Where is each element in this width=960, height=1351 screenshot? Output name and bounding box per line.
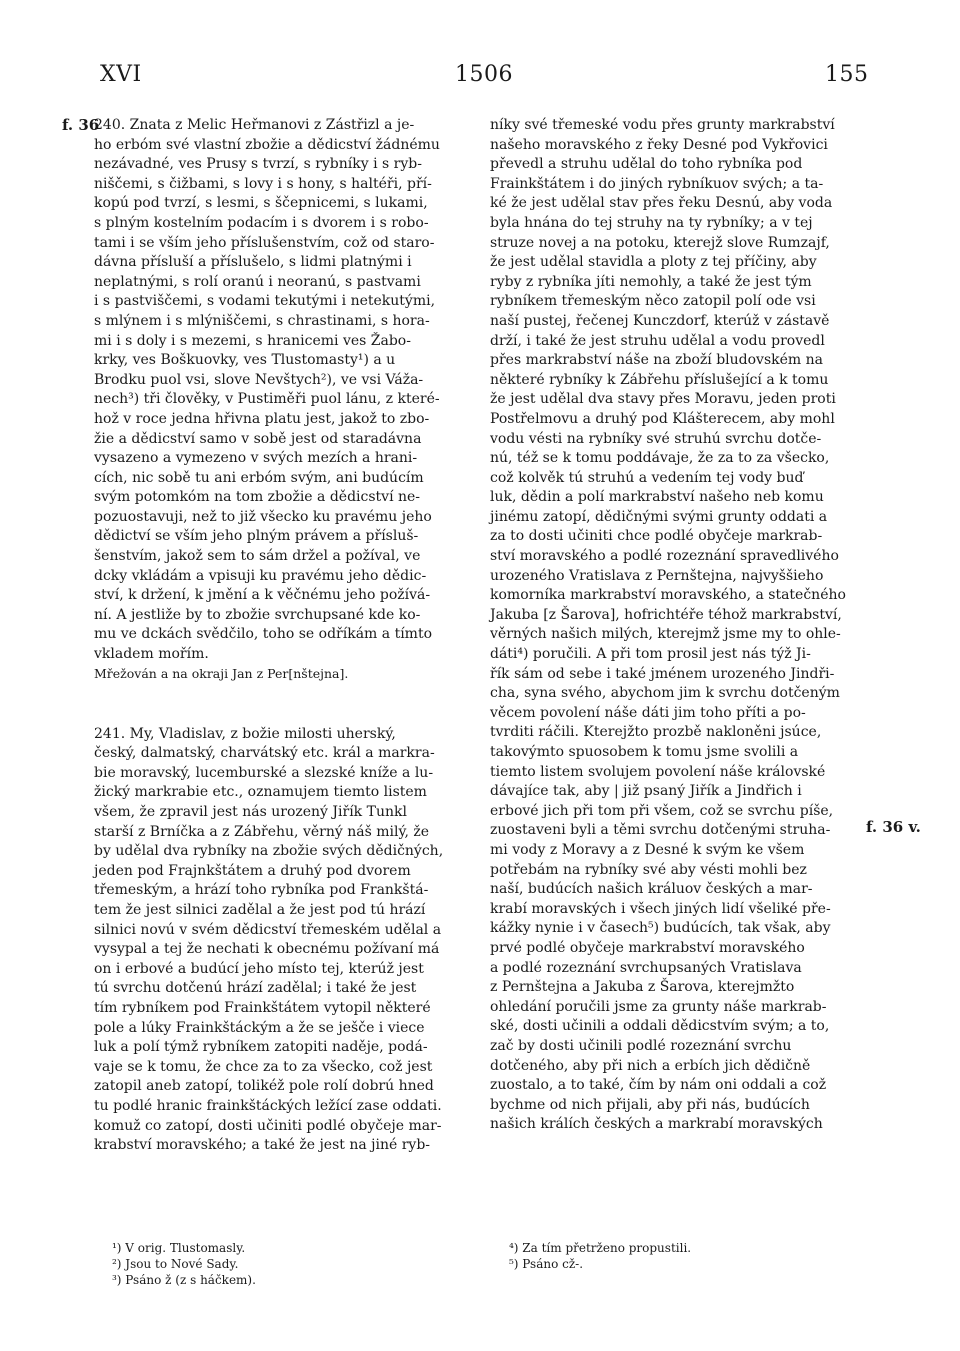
running-head-year: 1506 bbox=[455, 62, 513, 87]
running-head-chapter: XVI bbox=[100, 62, 142, 87]
footnotes-left bbox=[112, 1240, 256, 1288]
folio-mark-right: f. 36 v. bbox=[866, 818, 921, 836]
right-column bbox=[490, 116, 862, 1135]
footnote-3: ³) Psáno ž (z s háčkem). bbox=[112, 1273, 256, 1287]
right-column-text: níky své třemeské vodu přes grunty markrabství našeho moravského z řeky Desné pod Vykřovici převedl a struhu udělal do toho rybníka pod Frainkštátem i do jiných rybníkuov svých; a ta- ké že jest udělal stav přes řeku Desnú, aby voda byla hnána do tej struhy na ty rybníky; a v tej struze novej a na potoku, kterejž slove Rumzajf, že jest udělal stavidla a ploty z tej příčiny, aby ryby z rybníka jíti nemohly, a také že jest tým rybníkem třemeským něco zatopil polí ode vsi naší pustej, řečenej Kunczdorf, kterúž v zástavě drží, i také že jest struhu udělal a vodu provedl přes markrabství náše na zboží bludovském na některé rybníky k Zábřehu příslušející a k tomu že jest udělal dva stavy přes Moravu, jeden proti Postřelmovu a druhý pod Klášterecem, aby mohl vodu vésti na rybníky své struhú svrchu dotče- nú, též se k tomu poddávaje, že za to za všecko, což kolvěk tú struhú a vedením tej vody buď luk, dědin a polí markrabství našeho neb komu jinému zatopí, dědičnými svými grunty oddati a za to dosti učiniti chce podlé obyčeje markrab- ství moravského a podlé rozeznání spravedlivého urozeného Vratislava z Pernštejna, najvyššieho komorníka markrabství moravského, a statečného Jakuba [z Šarova], hofrichtéře téhož markrabství, věrných našich milých, kterejmž jsme my to ohle- dáti⁴) poručili. A při tom prosil jest nás týž Ji- řík sám od sebe i také jménem urozeného Jindři- cha, syna svého, abychom jim k svrchu dotčeným věcem povolení náše dáti jim toho příti a po- tvrditi ráčili. Kterejžto prozbě nakloněni jsúce, takovýmto spuosobem k tomu jsme svolili a tiemto listem svolujem povolení náše královské dávajíce tak, aby | již psaný Jiřík a Jindřich i erbové jich při tom při všem, což se svrchu píše, zuostaveni byli a těmi svrchu dotčenými struha- mi vody z Moravy a z Desné k svým ke všem potřebám na rybníky své aby vésti mohli bez naší, budúcích našich králuov českých a mar- krabí moravských i všech jiných lidí všeliké pře- kážky nynie i v časech⁵) budúcích, tak však, aby prvé podlé obyčeje markrabství moravského a podlé rozeznání svrchupsaných Vratislava z Pernštejna a Jakuba z Šarova, kterejmžto ohledání poručili jsme za grunty náše markrab- ské, dosti učinili a oddali dědicstvím svým; a to, zač by dosti učinili podlé rozeznání svrchu dotčeného, aby při nich a erbích jich dědičně zuostalo, a to také, čím by nám oni oddali a což bychme od nich přijali, aby při nás, budúcích našich králích českých a markrabí moravských bbox=[490, 117, 846, 1133]
footnote-1: ¹) V orig. Tlustomasly. bbox=[112, 1241, 246, 1255]
marginal-note: Mřežován a na okraji Jan z Per[nštejna]. bbox=[94, 665, 349, 681]
footnotes-right bbox=[509, 1240, 691, 1272]
footnote-5: ⁵) Psáno cž-. bbox=[509, 1257, 584, 1271]
footnote-4: ⁴) Za tím přetrženo propustili. bbox=[509, 1241, 692, 1255]
entry-241-text: 241. My, Vladislav, z božie milosti uherský, český, dalmatský, charvátský etc. král a markra- bie moravský, lucemburské a slezské kníže a lu- žický markrabie etc., oznamujem tiemto listem všem, že zpravil jest nás urozený Jiřík Tunkl starší z Brníčka a z Zábřehu, věrný náš milý, že by udělal dva rybníky na zbožie svých dědičných, jeden pod Frajnkštátem a druhý pod dvorem třemeským, a hrází toho rybníka pod Frankštá- tem že jest silnici zadělal a že jest pod tú hrází silnici novú v svém dědicství třemeském udělal a vysypal a tej že nechati k obecnému požívaní má on i erbové a budúcí jeho místo tej, kterúž jest tú svrchu dotčenú hrází zadělal; i také že jest tím rybníkem pod Frainkštátem vytopil některé pole a lúky Frainkštáckým a že se ješče i viece luk a polí týmž rybníkem zatopiti naděje, podá- vaje se k tomu, že chce za to za všecko, což jest zatopil aneb zatopí, tolikéž pole rolí dobrú hned tu podlé hranic frainkštáckých ležící zase oddati. komuž co zatopí, dosti učiniti podlé obyčeje mar- krabství moravského; a také že jest na jiné ryb- bbox=[94, 725, 444, 1154]
page-number: 155 bbox=[825, 62, 869, 87]
folio-mark-left: f. 36 bbox=[62, 116, 100, 134]
footnote-2: ²) Jsou to Nové Sady. bbox=[112, 1257, 239, 1271]
left-column bbox=[94, 116, 466, 1156]
entry-240-text: 240. Znata z Melic Heřmanovi z Zástřizl a je- ho erbóm své vlastní zbožie a dědicství žádnému nezávadné, ves Prusy s tvrzí, s rybníky i s ryb- niščemi, s čižbami, s lovy i s hony, s haltéři, pří- kopú pod tvrzí, s lesmi, s ščepnicemi, s lukami, s plným kostelním podacím i s dvorem i s robo- tami i se vším jeho příslušenstvím, což od staro- dávna přísluší a příslušelo, s lidmi platnými i neplatnými, s rolí oranú i neoranú, s pastvami i s pastviščemi, s vodami tekutými i netekutými, s mlýnem i s mlýniščemi, s chrastinami, s hora- mi i s doly i s mezemi, s hranicemi ves Žabo- krky, ves Boškuovky, ves Tlustomasty¹) a u Brodku puol vsi, slove Nevštych²), ve vsi Váža- nech³) tři člověky, v Pustiměři puol lánu, z které- hož v roce jedna hřivna platu jest, jakož to zbo- žie a dědicství samo v sobě jest od staradávna vysazeno a vymezeno v svých mezích a hrani- cích, nic sobě tu ani erbóm svým, ani budúcím svým potomkóm na tom zbožie a dědicství ne- pozuostavuji, než to již všecko ku pravému jeho dědictví se vším jeho plným právem a přísluš- šenstvím, jakož sem to sám držel a požíval, ve dcky vkládám a vpisuji ku pravému jeho dědic- ství, k držení, k jmění a k věčnému jeho požívá- ní. A jestliže by to zbožie svrchupsané kde ko- mu ve dckách svědčilo, toho se odříkám a tímto vkladem mořím. bbox=[94, 117, 440, 663]
